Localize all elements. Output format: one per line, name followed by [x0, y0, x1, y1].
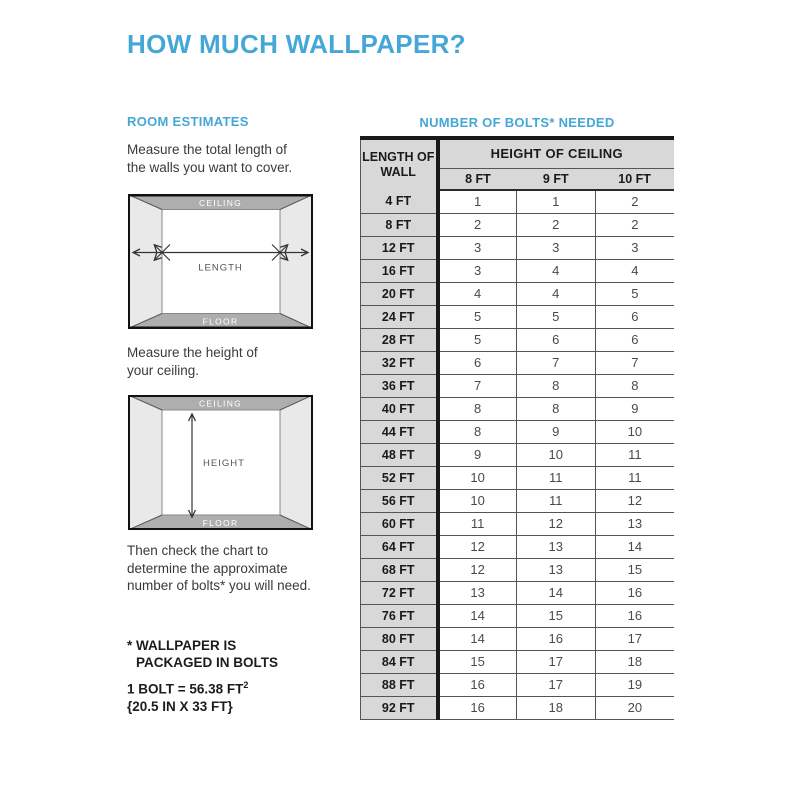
- bolt-count-cell: 4: [595, 259, 674, 282]
- bolt-count-cell: 14: [438, 627, 517, 650]
- wall-length-cell: 72 FT: [361, 581, 438, 604]
- table-row: [361, 259, 675, 282]
- bolt-count-cell: 20: [595, 696, 674, 719]
- wall-length-cell: 64 FT: [361, 535, 438, 558]
- table-row: [361, 627, 675, 650]
- right-wall-surface: [280, 395, 313, 530]
- bolt-count-cell: 18: [595, 650, 674, 673]
- bolt-count-cell: 11: [516, 489, 595, 512]
- bolt-count-cell: 15: [438, 650, 517, 673]
- bolt-count-cell: 9: [438, 443, 517, 466]
- table-row: [361, 604, 675, 627]
- floor-label: FLOOR: [202, 316, 239, 327]
- table-row: [361, 650, 675, 673]
- col-header-9ft: 9 FT: [516, 168, 595, 190]
- table-row: [361, 328, 675, 351]
- bolt-count-cell: 16: [438, 696, 517, 719]
- table-row: [361, 351, 675, 374]
- bolts-table-heading: NUMBER OF BOLTS* NEEDED: [419, 115, 615, 130]
- bolt-count-cell: 2: [595, 190, 674, 213]
- bolt-count-cell: 6: [595, 328, 674, 351]
- instruction-step1: [127, 141, 342, 176]
- instruction-step2: [127, 344, 342, 379]
- bolt-count-cell: 8: [438, 420, 517, 443]
- bolt-count-cell: 5: [595, 282, 674, 305]
- bolt-count-cell: 12: [516, 512, 595, 535]
- bolt-count-cell: 14: [438, 604, 517, 627]
- bolt-count-cell: 4: [438, 282, 517, 305]
- table-row: [361, 489, 675, 512]
- bolt-count-cell: 4: [516, 259, 595, 282]
- table-row: [361, 420, 675, 443]
- bolt-dimensions: {20.5 IN X 33 FT}: [127, 699, 233, 714]
- bolt-count-cell: 16: [438, 673, 517, 696]
- bolt-count-cell: 15: [516, 604, 595, 627]
- bolt-equation: [127, 677, 347, 698]
- table-row: [361, 236, 675, 259]
- wall-length-cell: 24 FT: [361, 305, 438, 328]
- text-line: * WALLPAPER IS: [127, 638, 237, 653]
- wall-length-cell: 60 FT: [361, 512, 438, 535]
- text-line: the walls you want to cover.: [127, 159, 293, 175]
- wallpaper-bolts-note: [127, 637, 347, 671]
- table-row: [361, 397, 675, 420]
- bolt-count-cell: 3: [595, 236, 674, 259]
- wall-length-cell: 88 FT: [361, 673, 438, 696]
- bolt-count-cell: 1: [438, 190, 517, 213]
- bolt-count-cell: 3: [516, 236, 595, 259]
- page-title: HOW MUCH WALLPAPER?: [127, 29, 466, 59]
- wall-length-cell: 84 FT: [361, 650, 438, 673]
- length-label: LENGTH: [198, 262, 243, 274]
- table-row: [361, 443, 675, 466]
- bolt-count-cell: 8: [438, 397, 517, 420]
- text-line: Measure the total length of: [127, 142, 287, 157]
- bolt-count-cell: 8: [516, 374, 595, 397]
- col-header-8ft: 8 FT: [438, 168, 517, 190]
- bolt-count-cell: 13: [595, 512, 674, 535]
- bolt-count-cell: 10: [438, 489, 517, 512]
- bolt-count-cell: 10: [438, 466, 517, 489]
- wall-length-cell: 36 FT: [361, 374, 438, 397]
- wall-length-cell: 48 FT: [361, 443, 438, 466]
- table-row: [361, 673, 675, 696]
- col-header-10ft: 10 FT: [595, 168, 674, 190]
- bolt-count-cell: 11: [516, 466, 595, 489]
- table-row: [361, 535, 675, 558]
- bolt-count-cell: 7: [516, 351, 595, 374]
- text-line: Then check the chart to: [127, 543, 269, 558]
- bolt-count-cell: 18: [516, 696, 595, 719]
- bolt-count-cell: 17: [595, 627, 674, 650]
- text-line: your ceiling.: [127, 362, 200, 378]
- bolt-count-cell: 2: [595, 213, 674, 236]
- text-line: PACKAGED IN BOLTS: [136, 655, 279, 670]
- bolt-count-cell: 5: [438, 305, 517, 328]
- bolt-count-cell: 7: [595, 351, 674, 374]
- wall-length-cell: 40 FT: [361, 397, 438, 420]
- left-wall-surface: [128, 195, 162, 329]
- room-estimates-heading: ROOM ESTIMATES: [127, 114, 249, 129]
- back-wall-surface: [162, 210, 280, 314]
- bolt-count-cell: 3: [438, 259, 517, 282]
- bolt-count-cell: 11: [595, 466, 674, 489]
- wall-length-cell: 76 FT: [361, 604, 438, 627]
- bolt-count-cell: 5: [516, 305, 595, 328]
- bolt-count-cell: 10: [595, 420, 674, 443]
- bolt-equation-text: 1 BOLT = 56.38 FT: [127, 681, 244, 697]
- room-height-diagram: [128, 395, 313, 530]
- bolt-equation-superscript: 2: [243, 680, 249, 690]
- left-wall-surface: [128, 395, 162, 530]
- ceiling-label: CEILING: [198, 198, 243, 208]
- bolt-count-cell: 8: [595, 374, 674, 397]
- ceiling-label: CEILING: [198, 398, 243, 409]
- bolt-count-cell: 16: [595, 581, 674, 604]
- room-length-diagram: [128, 194, 313, 329]
- bolt-count-cell: 9: [516, 420, 595, 443]
- bolt-count-cell: 11: [438, 512, 517, 535]
- table-row: [361, 512, 675, 535]
- floor-label: FLOOR: [202, 518, 239, 528]
- wall-length-cell: 16 FT: [361, 259, 438, 282]
- wall-length-cell: 32 FT: [361, 351, 438, 374]
- table-row: [361, 374, 675, 397]
- bolts-table-body: [361, 190, 675, 719]
- height-label: HEIGHT: [203, 458, 245, 469]
- table-row: [361, 213, 675, 236]
- bolt-count-cell: 3: [438, 236, 517, 259]
- wall-length-cell: 52 FT: [361, 466, 438, 489]
- wall-length-cell: 4 FT: [361, 190, 438, 213]
- table-row: [361, 466, 675, 489]
- bolts-table: [360, 136, 674, 720]
- wall-length-cell: 20 FT: [361, 282, 438, 305]
- bolt-count-cell: 6: [516, 328, 595, 351]
- bolt-size-note: [127, 677, 347, 716]
- wall-length-cell: 80 FT: [361, 627, 438, 650]
- bolt-count-cell: 6: [595, 305, 674, 328]
- bolt-count-cell: 17: [516, 650, 595, 673]
- bolt-count-cell: 1: [516, 190, 595, 213]
- bolt-count-cell: 5: [438, 328, 517, 351]
- bolt-count-cell: 4: [516, 282, 595, 305]
- table-row: [361, 190, 675, 213]
- bolt-count-cell: 13: [438, 581, 517, 604]
- bolt-count-cell: 13: [516, 535, 595, 558]
- wall-length-cell: 56 FT: [361, 489, 438, 512]
- bolt-count-cell: 17: [516, 673, 595, 696]
- bolt-count-cell: 2: [438, 213, 517, 236]
- wall-length-cell: 28 FT: [361, 328, 438, 351]
- table-row: [361, 282, 675, 305]
- right-wall-surface: [280, 195, 313, 329]
- bolt-count-cell: 11: [595, 443, 674, 466]
- bolts-table-section: [360, 136, 674, 720]
- wall-length-cell: 92 FT: [361, 696, 438, 719]
- bolt-count-cell: 14: [595, 535, 674, 558]
- text-line: determine the approximate: [127, 560, 288, 576]
- bolt-count-cell: 15: [595, 558, 674, 581]
- bolt-count-cell: 12: [595, 489, 674, 512]
- bolt-count-cell: 14: [516, 581, 595, 604]
- text-line: number of bolts* you will need.: [127, 578, 311, 593]
- bolt-count-cell: 10: [516, 443, 595, 466]
- bolts-table-head: [361, 138, 675, 190]
- wall-length-cell: 68 FT: [361, 558, 438, 581]
- bolt-count-cell: 19: [595, 673, 674, 696]
- table-row: [361, 696, 675, 719]
- wall-length-cell: 12 FT: [361, 236, 438, 259]
- table-row: [361, 581, 675, 604]
- bolt-count-cell: 16: [595, 604, 674, 627]
- bolt-count-cell: 16: [516, 627, 595, 650]
- table-group-header-row: [361, 138, 675, 168]
- bolt-count-cell: 9: [595, 397, 674, 420]
- instruction-step3: [127, 542, 342, 595]
- wall-length-cell: 44 FT: [361, 420, 438, 443]
- bolt-count-cell: 12: [438, 558, 517, 581]
- length-of-wall-header: LENGTH OF WALL: [361, 138, 438, 190]
- wall-length-cell: 8 FT: [361, 213, 438, 236]
- bolt-count-cell: 13: [516, 558, 595, 581]
- bolt-count-cell: 7: [438, 374, 517, 397]
- bolt-count-cell: 2: [516, 213, 595, 236]
- height-of-ceiling-header: HEIGHT OF CEILING: [438, 138, 675, 168]
- bolt-count-cell: 6: [438, 351, 517, 374]
- table-row: [361, 558, 675, 581]
- text-line: Measure the height of: [127, 345, 258, 360]
- bolt-count-cell: 8: [516, 397, 595, 420]
- bolt-count-cell: 12: [438, 535, 517, 558]
- table-row: [361, 305, 675, 328]
